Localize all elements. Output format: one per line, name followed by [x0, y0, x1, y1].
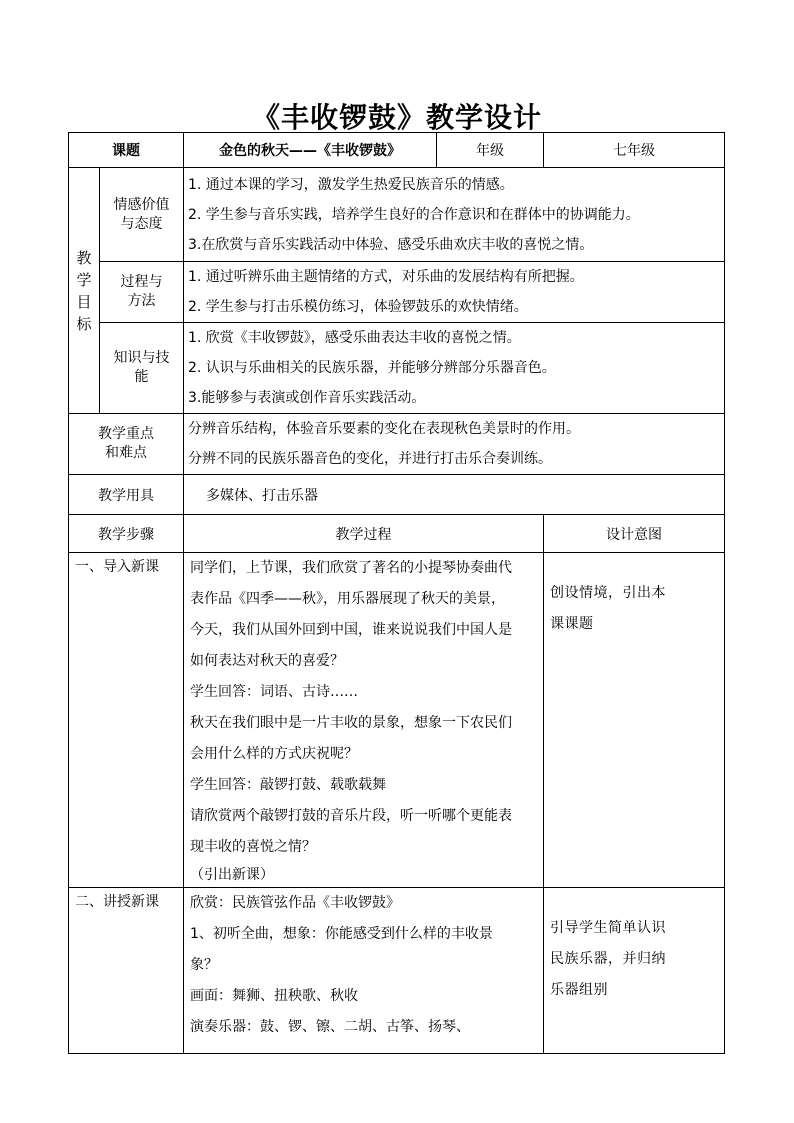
- focus-label: 教学重点 和难点: [69, 414, 184, 475]
- intent-column-header: 设计意图: [544, 515, 725, 553]
- objective-items: [184, 168, 725, 262]
- step-row: [69, 553, 725, 888]
- process-line: 请欣赏两个敲锣打鼓的音乐片段，听一听哪个更能表: [190, 808, 512, 824]
- process-line: 秋天在我们眼中是一片丰收的景象，想象一下农民们: [190, 715, 512, 731]
- process-line: 学生回答：词语、古诗……: [190, 684, 358, 700]
- process-line: 学生回答：敲锣打鼓、载歌载舞: [190, 777, 386, 793]
- objective-item: 3.能够参与表演或创作音乐实践活动。: [188, 390, 426, 406]
- objective-group-label: 情感价值 与态度: [100, 168, 184, 262]
- process-line: 今天，我们从国外回到中国，谁来说说我们中国人是: [190, 622, 512, 638]
- intent-line: 课课题: [550, 616, 594, 632]
- objective-item: 2. 学生参与音乐实践，培养学生良好的合作意识和在群体中的协调能力。: [188, 206, 640, 223]
- objective-item: 1. 欣赏《丰收锣鼓》，感受乐曲表达丰收的喜悦之情。: [188, 330, 521, 346]
- tools-label: 教学用具: [69, 475, 184, 515]
- tools-row: [69, 475, 725, 515]
- step-column-header: 教学步骤: [69, 515, 184, 553]
- focus-item: 分辨音乐结构，体验音乐要素的变化在表现秋色美景时的作用。: [188, 421, 580, 437]
- focus-row: [69, 414, 725, 475]
- objective-row: [69, 323, 725, 414]
- objective-row: [69, 262, 725, 323]
- page-title: 《丰收锣鼓》教学设计: [251, 101, 542, 134]
- objective-item: 1. 通过本课的学习，激发学生热爱民族音乐的情感。: [188, 176, 514, 193]
- steps-header-row: [69, 515, 725, 553]
- intent-line: 民族乐器，并归纳: [550, 951, 666, 967]
- process-line: 同学们，上节课，我们欣赏了著名的小提琴协奏曲代: [190, 560, 512, 576]
- process-line: 演奏乐器：鼓、锣、镲、二胡、古筝、扬琴、: [190, 1019, 470, 1035]
- process-line: 表作品《四季——秋》，用乐器展现了秋天的美景，: [190, 591, 505, 607]
- step-process: [184, 553, 544, 888]
- objective-group-label: 知识与技 能: [100, 323, 184, 414]
- process-line: 欣赏：民族管弦作品《丰收锣鼓》: [190, 895, 400, 911]
- step-intent: [544, 553, 725, 888]
- step-name: 一、导入新课: [69, 553, 184, 888]
- process-line: 如何表达对秋天的喜爱？: [190, 653, 344, 669]
- process-line: 现丰收的喜悦之情？: [190, 839, 316, 855]
- intent-line: 创设情境，引出本: [550, 585, 666, 601]
- objective-group-label: 过程与 方法: [100, 262, 184, 323]
- process-line: 象？: [190, 957, 218, 973]
- objectives-label: 教 学 目 标: [69, 168, 100, 414]
- objective-item: 1. 通过听辨乐曲主题情绪的方式，对乐曲的发展结构有所把握。: [188, 269, 584, 285]
- intent-line: 乐器组别: [550, 982, 608, 998]
- grade-label: 年级: [437, 133, 544, 168]
- objective-item: 3.在欣赏与音乐实践活动中体验、感受乐曲欢庆丰收的喜悦之情。: [188, 236, 594, 253]
- tools-value: 多媒体、打击乐器: [184, 475, 725, 515]
- objective-items: [184, 262, 725, 323]
- objective-row: [69, 168, 725, 262]
- process-line: 画面：舞狮、扭秧歌、秋收: [190, 988, 358, 1004]
- intent-line: 引导学生简单认识: [550, 920, 666, 936]
- process-line: （引出新课）: [190, 867, 274, 883]
- lesson-plan-table: [68, 132, 725, 1054]
- process-line: 会用什么样的方式庆祝呢？: [190, 746, 358, 762]
- objective-item: 2. 认识与乐曲相关的民族乐器，并能够分辨部分乐器音色。: [188, 360, 556, 376]
- process-column-header: 教学过程: [184, 515, 544, 553]
- step-row: [69, 888, 725, 1054]
- step-process: [184, 888, 544, 1054]
- topic-label: 课题: [69, 133, 184, 168]
- header-row: [69, 133, 725, 168]
- step-intent: [544, 888, 725, 1054]
- grade-value: 七年级: [544, 133, 725, 168]
- focus-item: 分辨不同的民族乐器音色的变化，并进行打击乐合奏训练。: [188, 451, 552, 467]
- process-line: 1、初听全曲，想象：你能感受到什么样的丰收景: [190, 926, 493, 942]
- topic-value: 金色的秋天——《丰收锣鼓》: [184, 133, 437, 168]
- objective-item: 2. 学生参与打击乐模仿练习，体验锣鼓乐的欢快情绪。: [188, 299, 528, 315]
- focus-items: [184, 414, 725, 475]
- objective-items: [184, 323, 725, 414]
- step-name: 二、讲授新课: [69, 888, 184, 1054]
